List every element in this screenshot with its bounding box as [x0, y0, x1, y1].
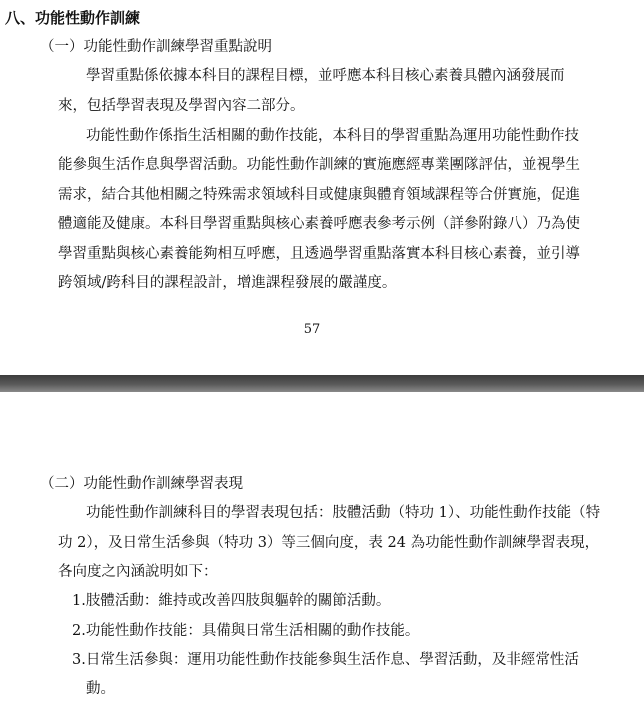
- list-item-continuation: 動。: [86, 681, 115, 697]
- document-page-58: [0, 392, 644, 701]
- list-item: 2.功能性動作技能：具備與日常生活相關的動作技能。: [72, 623, 420, 639]
- paragraph-line: 各向度之內涵說明如下：: [58, 564, 218, 580]
- paragraph-line: 跨領域/跨科目的課程設計，增進課程發展的嚴謹度。: [58, 275, 397, 291]
- page-separator: [0, 375, 644, 392]
- paragraph-line: 學習重點係依據本科目的課程目標，並呼應本科目核心素養具體內涵發展而: [86, 68, 565, 84]
- section-heading: 八、功能性動作訓練: [5, 9, 141, 27]
- paragraph-line: 體適能及健康。本科目學習重點與核心素養呼應表參考示例（詳參附錄八）乃為使: [58, 216, 580, 232]
- list-item: 3.日常生活參與：運用功能性動作技能參與生活作息、學習活動，及非經常性活: [72, 652, 579, 668]
- paragraph-line: 能參與生活作息與學習活動。功能性動作訓練的實施應經專業團隊評估，並視學生: [58, 157, 580, 173]
- paragraph-line: 功 2），及日常生活參與（特功 3）等三個向度，表 24 為功能性動作訓練學習表現，: [58, 535, 600, 551]
- paragraph-line: 功能性動作訓練科目的學習表現包括：肢體活動（特功 1）、功能性動作技能（特: [86, 505, 601, 521]
- page-number: 57: [303, 322, 321, 337]
- paragraph-line: 來，包括學習表現及學習內容二部分。: [58, 98, 305, 114]
- paragraph-line: 功能性動作係指生活相關的動作技能，本科目的學習重點為運用功能性動作技: [86, 128, 579, 144]
- paragraph-line: 需求，結合其他相關之特殊需求領域科目或健康與體育領域課程等合併實施，促進: [58, 187, 580, 203]
- subsection-heading: （一）功能性動作訓練學習重點說明: [40, 39, 272, 55]
- paragraph-line: 學習重點與核心素養能夠相互呼應，且透過學習重點落實本科目核心素養，並引導: [58, 246, 580, 262]
- list-item: 1.肢體活動：維持或改善四肢與軀幹的關節活動。: [72, 593, 391, 609]
- subsection-heading: （二）功能性動作訓練學習表現: [40, 476, 243, 492]
